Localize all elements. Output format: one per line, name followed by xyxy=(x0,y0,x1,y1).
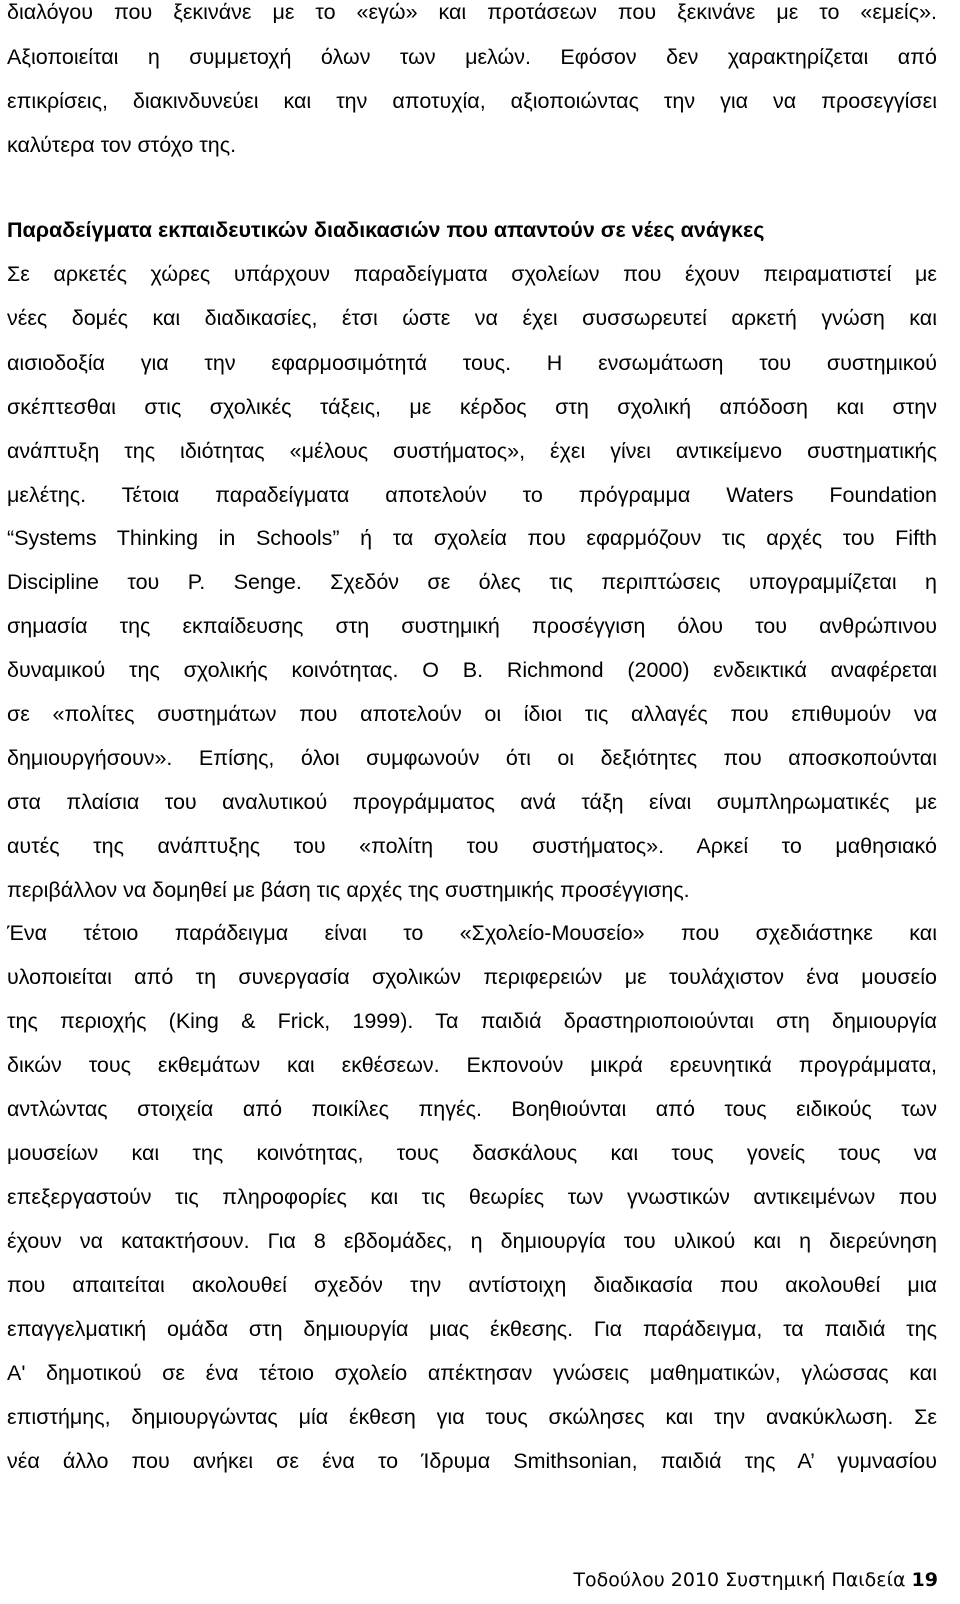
text-line: επιστήμης, δημιουργώντας μία έκθεση για τους σκώλησες και την ανακύκλωση. Σε xyxy=(7,1405,937,1429)
text-line: αισιοδοξία για την εφαρμοσιμότητά τους. Η ενσωμάτωση του συστημικού xyxy=(7,351,937,375)
text-line: Discipline του P. Senge. Σχεδόν σε όλες τις περιπτώσεις υπογραμμίζεται η xyxy=(7,570,937,594)
text-line: Σε αρκετές χώρες υπάρχουν παραδείγματα σχολείων που έχουν πειραματιστεί με xyxy=(7,262,937,286)
text-line: υλοποιείται από τη συνεργασία σχολικών περιφερειών με τουλάχιστον ένα μουσείο xyxy=(7,965,937,989)
text-line: επεξεργαστούν τις πληροφορίες και τις θεωρίες των γνωστικών αντικειμένων που xyxy=(7,1185,937,1209)
text-line: διαλόγου που ξεκινάνε με το «εγώ» και προτάσεων που ξεκινάνε με το «εμείς». xyxy=(7,0,937,24)
text-line: μουσείων και της κοινότητας, τους δασκάλους και τους γονείς τους να xyxy=(7,1141,937,1165)
text-line: έχουν να κατακτήσουν. Για 8 εβδομάδες, η δημιουργία του υλικού και η διερεύνηση xyxy=(7,1229,937,1253)
text-line: αυτές της ανάπτυξης του «πολίτη του συστήματος». Αρκεί το μαθησιακό xyxy=(7,834,937,858)
page-number: 19 xyxy=(911,1569,938,1591)
text-line: επικρίσεις, διακινδυνεύει και την αποτυχία, αξιοποιώντας την για να προσεγγίσει xyxy=(7,89,937,113)
text-line: “Systems Thinking in Schools” ή τα σχολεία που εφαρμόζουν τις αρχές του Fifth xyxy=(7,526,937,550)
text-line: δυναμικού της σχολικής κοινότητας. Ο B. Richmond (2000) ενδεικτικά αναφέρεται xyxy=(7,658,937,682)
text-line: Αξιοποιείται η συμμετοχή όλων των μελών. Εφόσον δεν χαρακτηρίζεται από xyxy=(7,45,937,69)
text-line: που απαιτείται ακολουθεί σχεδόν την αντίστοιχη διαδικασία που ακολουθεί μια xyxy=(7,1273,937,1297)
text-line: περιβάλλον να δομηθεί με βάση τις αρχές της συστημικής προσέγγισης. xyxy=(7,878,690,902)
text-line: ανάπτυξη της ιδιότητας «μέλους συστήματος», έχει γίνει αντικείμενο συστηματικής xyxy=(7,439,937,463)
text-line: νέα άλλο που ανήκει σε ένα το Ίδρυμα Smithsonian, παιδιά της Α’ γυμνασίου xyxy=(7,1449,937,1473)
section-heading: Παραδείγματα εκπαιδευτικών διαδικασιών που απαντούν σε νέες ανάγκες xyxy=(7,218,765,242)
text-line: σημασία της εκπαίδευσης στη συστημική προσέγγιση όλου του ανθρώπινου xyxy=(7,614,937,638)
footer-running-title: Τοδούλου 2010 Συστημική Παιδεία xyxy=(573,1569,906,1591)
text-line: στα πλαίσια του αναλυτικού προγράμματος ανά τάξη είναι συμπληρωματικές με xyxy=(7,790,937,814)
text-line: επαγγελματική ομάδα στη δημιουργία μιας έκθεσης. Για παράδειγμα, τα παιδιά της xyxy=(7,1317,937,1341)
text-line: Α' δημοτικού σε ένα τέτοιο σχολείο απέκτησαν γνώσεις μαθηματικών, γλώσσας και xyxy=(7,1361,937,1385)
text-line: αντλώντας στοιχεία από ποικίλες πηγές. Βοηθιούνται από τους ειδικούς των xyxy=(7,1097,937,1121)
text-line: καλύτερα τον στόχο της. xyxy=(7,133,237,157)
text-line: σκέπτεσθαι στις σχολικές τάξεις, με κέρδος στη σχολική απόδοση και στην xyxy=(7,395,937,419)
text-line: δημιουργήσουν». Επίσης, όλοι συμφωνούν ότι οι δεξιότητες που αποσκοπούνται xyxy=(7,746,937,770)
text-line: σε «πολίτες συστημάτων που αποτελούν οι ίδιοι τις αλλαγές που επιθυμούν να xyxy=(7,702,937,726)
page-footer xyxy=(573,1568,938,1592)
text-line: δικών τους εκθεμάτων και εκθέσεων. Εκπονούν μικρά ερευνητικά προγράμματα, xyxy=(7,1053,937,1077)
text-line: Ένα τέτοιο παράδειγμα είναι το «Σχολείο-Μουσείο» που σχεδιάστηκε και xyxy=(7,921,937,945)
text-line: μελέτης. Τέτοια παραδείγματα αποτελούν το πρόγραμμα Waters Foundation xyxy=(7,483,937,507)
text-line: της περιοχής (King & Frick, 1999). Τα παιδιά δραστηριοποιούνται στη δημιουργία xyxy=(7,1009,937,1033)
text-line: νέες δομές και διαδικασίες, έτσι ώστε να έχει συσσωρευτεί αρκετή γνώση και xyxy=(7,306,937,330)
